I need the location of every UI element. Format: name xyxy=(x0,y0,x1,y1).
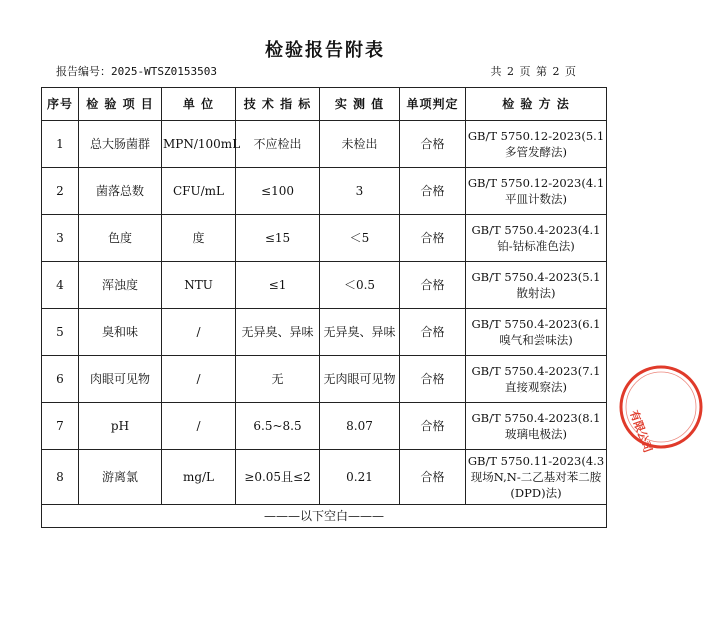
table-row xyxy=(42,215,607,262)
cell-item: 肉眼可见物 xyxy=(79,356,162,403)
header-value: 实 测 值 xyxy=(320,88,400,121)
svg-text:有限公司: 有限公司 xyxy=(627,408,655,455)
cell-item: 游离氯 xyxy=(79,450,162,505)
cell-no: 2 xyxy=(42,168,79,215)
company-seal xyxy=(616,362,706,455)
cell-value: 8.07 xyxy=(320,403,400,450)
cell-verdict: 合格 xyxy=(400,215,466,262)
cell-no: 6 xyxy=(42,356,79,403)
document-title: 检验报告附表 xyxy=(265,40,385,61)
table-row xyxy=(42,168,607,215)
cell-verdict: 合格 xyxy=(400,262,466,309)
cell-value: 未检出 xyxy=(320,121,400,168)
cell-spec: ≤15 xyxy=(236,215,320,262)
cell-unit: 度 xyxy=(162,215,236,262)
header-item: 检 验 项 目 xyxy=(79,88,162,121)
cell-method: GB/T 5750.4-2023(5.1散射法) xyxy=(466,262,607,309)
cell-spec: 无 xyxy=(236,356,320,403)
page-info: 共 2 页 第 2 页 xyxy=(490,65,576,78)
header-spec: 技 术 指 标 xyxy=(236,88,320,121)
cell-item: pH xyxy=(79,403,162,450)
cell-unit: NTU xyxy=(162,262,236,309)
cell-no: 7 xyxy=(42,403,79,450)
cell-spec: 无异臭、异味 xyxy=(236,309,320,356)
header-no: 序号 xyxy=(42,88,79,121)
cell-unit: CFU/mL xyxy=(162,168,236,215)
cell-value: 无肉眼可见物 xyxy=(320,356,400,403)
cell-no: 1 xyxy=(42,121,79,168)
table-row xyxy=(42,309,607,356)
cell-no: 5 xyxy=(42,309,79,356)
cell-method: GB/T 5750.11-2023(4.3现场N,N-二乙基对苯二胺(DPD)法) xyxy=(466,450,607,505)
cell-verdict: 合格 xyxy=(400,121,466,168)
cell-no: 8 xyxy=(42,450,79,505)
cell-spec: 不应检出 xyxy=(236,121,320,168)
cell-spec: 6.5~8.5 xyxy=(236,403,320,450)
cell-value: 0.21 xyxy=(320,450,400,505)
cell-method: GB/T 5750.4-2023(7.1直接观察法) xyxy=(466,356,607,403)
cell-method: GB/T 5750.12-2023(5.1多管发酵法) xyxy=(466,121,607,168)
cell-item: 臭和味 xyxy=(79,309,162,356)
header-verdict: 单项判定 xyxy=(400,88,466,121)
cell-item: 总大肠菌群 xyxy=(79,121,162,168)
table-row xyxy=(42,450,607,505)
cell-no: 4 xyxy=(42,262,79,309)
cell-unit: / xyxy=(162,403,236,450)
cell-value: ＜5 xyxy=(320,215,400,262)
cell-verdict: 合格 xyxy=(400,356,466,403)
header-unit: 单 位 xyxy=(162,88,236,121)
cell-spec: ≤100 xyxy=(236,168,320,215)
header-method: 检 验 方 法 xyxy=(466,88,607,121)
blank-row xyxy=(42,505,607,528)
cell-method: GB/T 5750.4-2023(6.1嗅气和尝味法) xyxy=(466,309,607,356)
report-number-label: 报告编号： xyxy=(56,65,111,78)
cell-verdict: 合格 xyxy=(400,309,466,356)
cell-verdict: 合格 xyxy=(400,168,466,215)
blank-note: ———以下空白——— xyxy=(42,505,607,528)
cell-spec: ≤1 xyxy=(236,262,320,309)
table-row xyxy=(42,262,607,309)
cell-verdict: 合格 xyxy=(400,403,466,450)
cell-unit: mg/L xyxy=(162,450,236,505)
table-row xyxy=(42,403,607,450)
cell-item: 浑浊度 xyxy=(79,262,162,309)
table-row xyxy=(42,356,607,403)
cell-method: GB/T 5750.4-2023(4.1铂-钴标准色法) xyxy=(466,215,607,262)
cell-method: GB/T 5750.12-2023(4.1平皿计数法) xyxy=(466,168,607,215)
cell-value: 无异臭、异味 xyxy=(320,309,400,356)
cell-spec: ≥0.05且≤2 xyxy=(236,450,320,505)
cell-no: 3 xyxy=(42,215,79,262)
cell-value: 3 xyxy=(320,168,400,215)
cell-verdict: 合格 xyxy=(400,450,466,505)
results-table xyxy=(41,87,607,528)
cell-value: ＜0.5 xyxy=(320,262,400,309)
cell-unit: / xyxy=(162,356,236,403)
report-number-value: 2025-WTSZ0153503 xyxy=(111,65,217,78)
table-header-row xyxy=(42,88,607,121)
cell-item: 色度 xyxy=(79,215,162,262)
cell-item: 菌落总数 xyxy=(79,168,162,215)
cell-unit: / xyxy=(162,309,236,356)
cell-unit: MPN/100mL xyxy=(162,121,236,168)
table-row xyxy=(42,121,607,168)
cell-method: GB/T 5750.4-2023(8.1玻璃电极法) xyxy=(466,403,607,450)
report-number xyxy=(56,63,217,79)
